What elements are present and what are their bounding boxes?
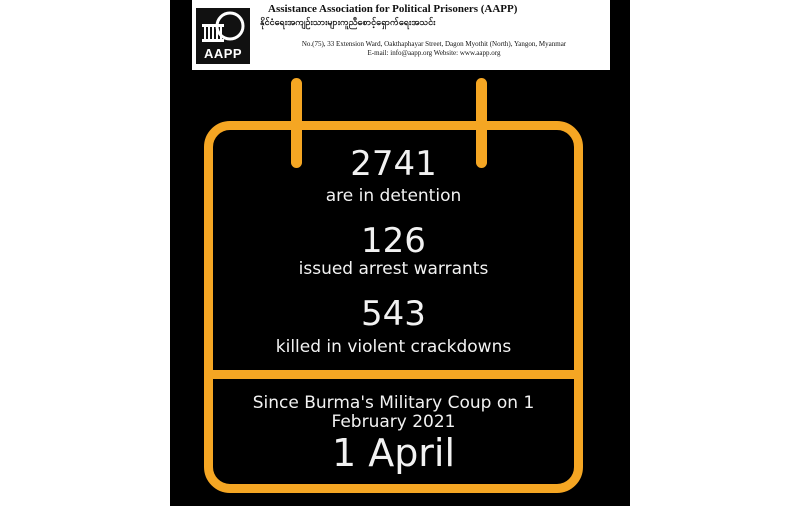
contact-line: E-mail: info@aapp.org Website: www.aapp.org [367,49,501,57]
report-date: 1 April [331,431,456,475]
poster [170,0,630,506]
prison-bars-icon [196,8,250,48]
aapp-logo [196,8,250,64]
detention-label: are in detention [325,186,462,206]
detention-count: 2741 [350,144,437,184]
org-name: Assistance Association for Political Prisoners (AAPP) [268,3,518,15]
address-line: No.(75), 33 Extension Ward, Oakthaphayar Street, Dagon Myothit (North), Yangon, Myanmar [301,40,567,48]
warrants-label: issued arrest warrants [298,259,489,279]
since-date-line: February 2021 [331,412,456,432]
since-line: Since Burma's Military Coup on 1 [252,393,535,413]
org-address [266,40,602,58]
killed-count: 543 [361,294,426,334]
killed-label: killed in violent crackdowns [275,337,512,357]
org-name-local: နိုင်ငံရေးအကျဉ်းသားများကူညီစောင့်ရှောက်ရေးအသင်း [260,18,436,28]
logo-text: AAPP [203,46,243,61]
since-text [204,394,583,432]
calendar-divider [204,370,583,379]
warrants-count: 126 [361,221,426,261]
letterhead [192,0,610,70]
